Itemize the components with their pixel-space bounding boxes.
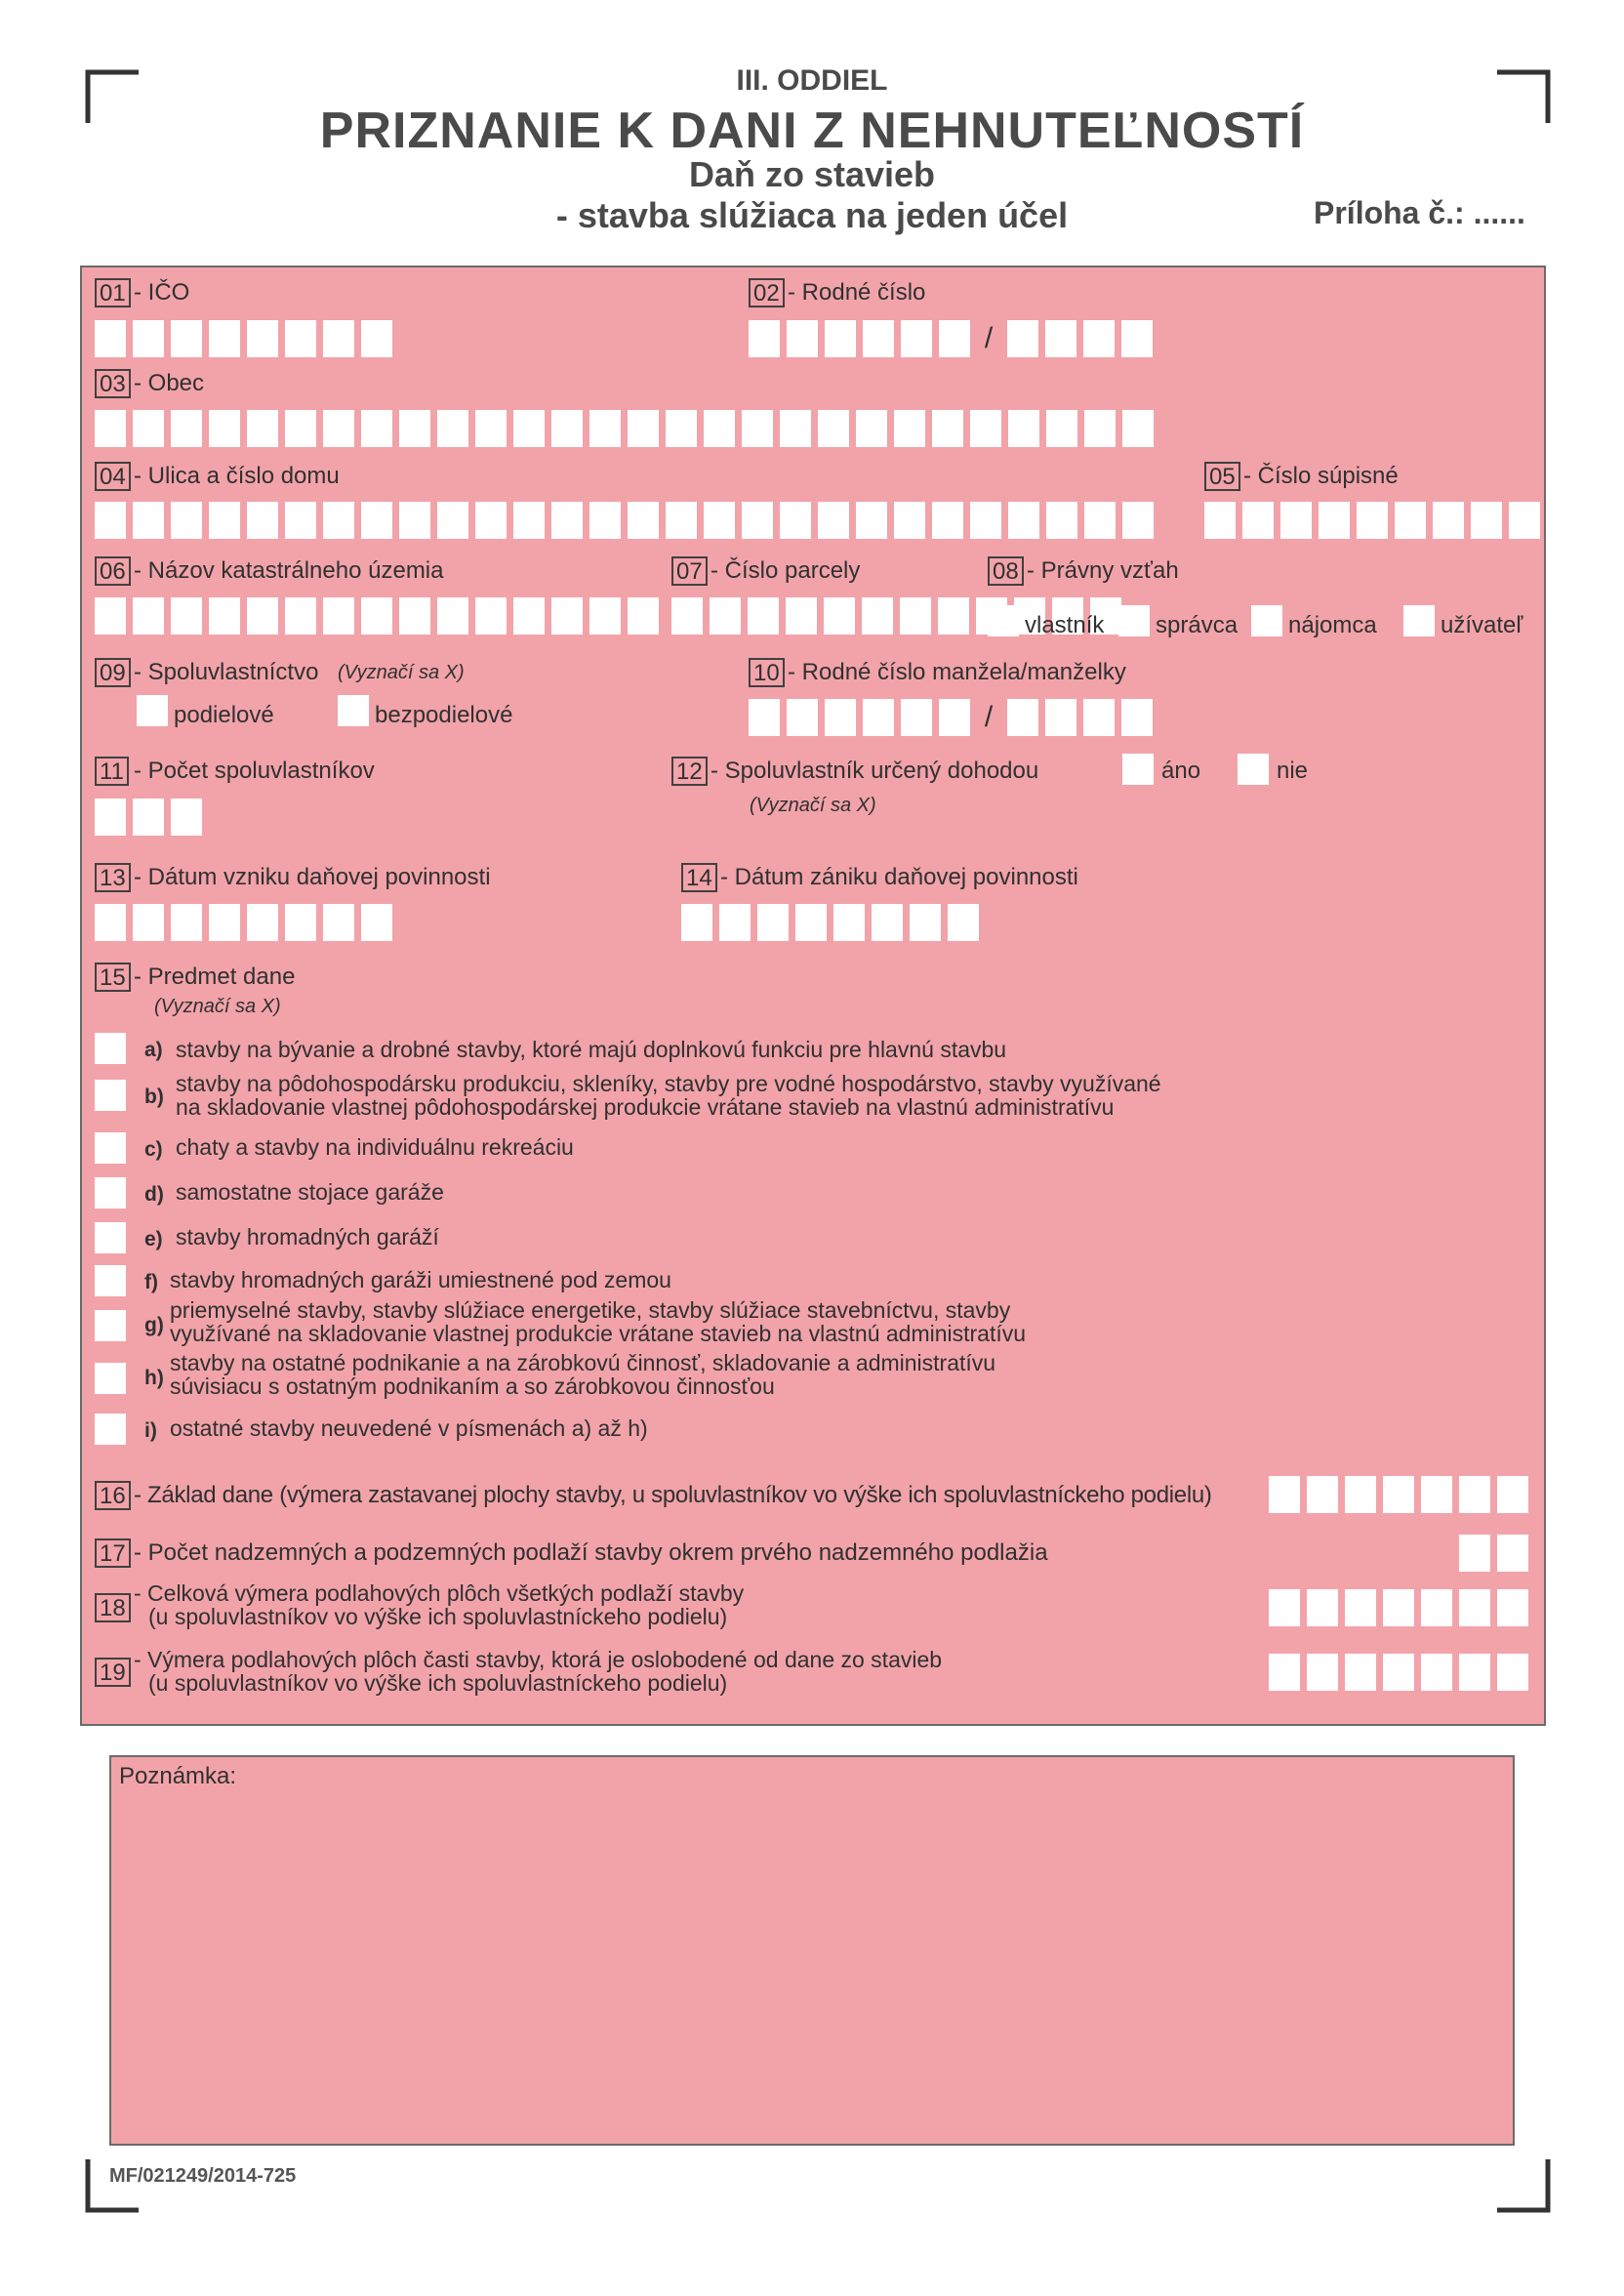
subject-text-g-line2: využívané na skladovanie vlastnej produkcie vrátane stavieb na vlastnú administratívu [170, 1321, 1027, 1346]
subject-letter-h: h) [144, 1367, 164, 1389]
checkbox-subject-g[interactable] [95, 1310, 126, 1341]
co-owner-count-input[interactable] [95, 799, 209, 836]
checkbox-tenant[interactable] [1251, 605, 1282, 636]
field-label-parcel-number: - Číslo parcely [710, 557, 861, 584]
checkbox-subject-d[interactable] [95, 1177, 126, 1209]
liability-end-input[interactable] [681, 904, 986, 941]
field-number-15: 15 [95, 963, 131, 992]
checkbox-subject-e[interactable] [95, 1222, 126, 1253]
field-label-floor-count: - Počet nadzemných a podzemných podlaží stavby okrem prvého nadzemného podlažia [134, 1539, 1048, 1566]
subject-letter-g: g) [144, 1314, 164, 1336]
corner-mark-bottom-right [1493, 2155, 1552, 2214]
checkbox-owner[interactable] [988, 605, 1019, 636]
subject-text-a: stavby na bývanie a drobné stavby, ktoré majú doplnkovú funkciu pre hlavnú stavbu [176, 1037, 1007, 1062]
subject-letter-b: b) [144, 1086, 164, 1108]
municipality-input[interactable] [95, 410, 1160, 447]
total-floor-area-input[interactable] [1269, 1589, 1535, 1626]
checkbox-shared[interactable] [137, 695, 168, 726]
option-label-owner: vlastník [1025, 612, 1105, 638]
checkbox-yes[interactable] [1122, 754, 1154, 785]
option-label-joint: bezpodielové [375, 702, 513, 728]
checkbox-subject-c[interactable] [95, 1132, 126, 1164]
subject-text-b-line2: na skladovanie vlastnej pôdohospodárskej produkcie vrátane stavieb na vlastnú administratívu [176, 1094, 1115, 1120]
note-panel[interactable] [109, 1755, 1515, 2146]
field-number-16: 16 [95, 1481, 131, 1510]
option-label-tenant: nájomca [1288, 612, 1377, 638]
field-label-exempt-floor-area-note: (u spoluvlastníkov vo výške ich spoluvlastníckeho podielu) [148, 1670, 728, 1696]
note-label: Poznámka: [119, 1763, 237, 1789]
subject-text-i: ostatné stavby neuvedené v písmenách a) až h) [170, 1415, 648, 1441]
field-number-08: 08 [988, 556, 1024, 586]
field-number-19: 19 [95, 1658, 131, 1687]
field-label-total-floor-area: - Celková výmera podlahových plôch všetkých podlaží stavby [134, 1580, 745, 1606]
field-number-18: 18 [95, 1593, 131, 1622]
field-number-07: 07 [671, 556, 708, 586]
birth-number-input[interactable] [749, 320, 1159, 357]
subject-letter-d: d) [144, 1183, 164, 1206]
subject-text-e: stavby hromadných garáží [176, 1224, 439, 1250]
field-label-cadastral-area: - Názov katastrálneho územia [134, 557, 444, 584]
field-label-co-owner-count: - Počet spoluvlastníkov [134, 758, 375, 784]
street-input[interactable] [95, 502, 1160, 539]
field-label-legal-relation: - Právny vzťah [1027, 557, 1179, 584]
cadastral-area-input[interactable] [95, 597, 666, 635]
field-number-03: 03 [95, 369, 131, 398]
checkbox-subject-b[interactable] [95, 1080, 126, 1111]
field-label-tax-subject: - Predmet dane [134, 964, 296, 990]
field-number-14: 14 [681, 863, 717, 892]
subject-text-h-line2: súvisiacu s ostatným podnikaním a so zárobkovou činnosťou [170, 1374, 775, 1399]
field-number-17: 17 [95, 1538, 131, 1568]
slash-separator: / [984, 701, 994, 733]
field-number-02: 02 [749, 278, 785, 308]
checkbox-subject-h[interactable] [95, 1363, 126, 1394]
subject-letter-e: e) [144, 1228, 163, 1250]
floor-count-input[interactable] [1459, 1535, 1535, 1572]
subject-letter-a: a) [144, 1039, 163, 1061]
checkbox-no[interactable] [1238, 754, 1269, 785]
spouse-birth-number-input[interactable] [749, 699, 1159, 736]
field-label-birth-number: - Rodné číslo [788, 279, 926, 306]
option-label-yes: áno [1161, 758, 1201, 784]
section-label: III. ODDIEL [736, 64, 888, 97]
field-number-04: 04 [95, 462, 131, 491]
subject-text-b-line1: stavby na pôdohospodársku produkciu, skleníky, stavby pre vodné hospodárstvo, stavby využívané [176, 1071, 1161, 1096]
subject-text-d: samostatne stojace garáže [176, 1179, 444, 1205]
subject-text-h-line1: stavby na ostatné podnikanie a na zárobkovú činnosť, skladovanie a administratívu [170, 1350, 996, 1375]
checkbox-subject-a[interactable] [95, 1033, 126, 1064]
registry-number-input[interactable] [1204, 502, 1547, 539]
designated-co-owner-hint: (Vyznačí sa X) [750, 795, 876, 816]
option-label-user: užívateľ [1441, 612, 1523, 638]
checkbox-subject-f[interactable] [95, 1265, 126, 1296]
field-number-10: 10 [749, 658, 785, 687]
subject-text-g-line1: priemyselné stavby, stavby slúžiace energetike, stavby slúžiace stavebníctvu, stavby [170, 1297, 1011, 1323]
subject-letter-c: c) [144, 1138, 163, 1161]
field-number-01: 01 [95, 278, 131, 308]
field-label-designated-co-owner: - Spoluvlastník určený dohodou [710, 758, 1039, 784]
subject-letter-i: i) [144, 1419, 157, 1442]
field-number-05: 05 [1204, 462, 1240, 491]
field-label-tax-base: - Základ dane (výmera zastavanej plochy stavby, u spoluvlastníkov vo výške ich spoluvlastníckeho podielu) [134, 1482, 1212, 1508]
field-number-12: 12 [671, 757, 708, 786]
page-title: PRIZNANIE K DANI Z NEHNUTEĽNOSTÍ [319, 102, 1305, 159]
co-ownership-hint: (Vyznačí sa X) [338, 662, 465, 683]
liability-start-input[interactable] [95, 904, 399, 941]
checkbox-joint[interactable] [338, 695, 369, 726]
field-number-09: 09 [95, 658, 131, 687]
form-code: MF/021249/2014-725 [109, 2165, 297, 2187]
field-label-liability-start: - Dátum vzniku daňovej povinnosti [134, 864, 491, 890]
field-label-exempt-floor-area: - Výmera podlahových plôch časti stavby, ktorá je oslobodené od dane zo stavieb [134, 1647, 943, 1672]
page-subtitle: Daň zo stavieb [688, 154, 936, 194]
field-number-06: 06 [95, 556, 131, 586]
field-label-ico: - IČO [134, 279, 190, 306]
field-label-street: - Ulica a číslo domu [134, 463, 340, 489]
field-label-spouse-birth-number: - Rodné číslo manžela/manželky [788, 659, 1126, 685]
checkbox-administrator[interactable] [1118, 605, 1150, 636]
tax-base-input[interactable] [1269, 1476, 1535, 1513]
subject-letter-f: f) [144, 1271, 158, 1293]
subject-text-f: stavby hromadných garáži umiestnené pod zemou [170, 1267, 671, 1292]
field-number-11: 11 [95, 757, 129, 786]
annex-number[interactable]: Príloha č.: ...... [1314, 195, 1525, 230]
subject-text-c: chaty a stavby na individuálnu rekreáciu [176, 1134, 574, 1160]
checkbox-user[interactable] [1403, 605, 1435, 636]
exempt-floor-area-input[interactable] [1269, 1654, 1535, 1691]
field-label-total-floor-area-note: (u spoluvlastníkov vo výške ich spoluvlastníckeho podielu) [148, 1604, 728, 1629]
field-label-municipality: - Obec [134, 370, 205, 396]
field-label-registry-number: - Číslo súpisné [1243, 463, 1399, 489]
option-label-administrator: správca [1156, 612, 1238, 638]
ico-input[interactable] [95, 320, 399, 357]
field-number-13: 13 [95, 863, 131, 892]
option-label-shared: podielové [174, 702, 274, 728]
field-label-co-ownership: - Spoluvlastníctvo [134, 659, 319, 685]
option-label-no: nie [1277, 758, 1309, 784]
page-subtitle-2: - stavba slúžiaca na jeden účel [555, 195, 1069, 235]
tax-subject-hint: (Vyznačí sa X) [154, 996, 281, 1017]
checkbox-subject-i[interactable] [95, 1414, 126, 1445]
field-label-liability-end: - Dátum zániku daňovej povinnosti [720, 864, 1078, 890]
slash-separator: / [984, 322, 994, 354]
